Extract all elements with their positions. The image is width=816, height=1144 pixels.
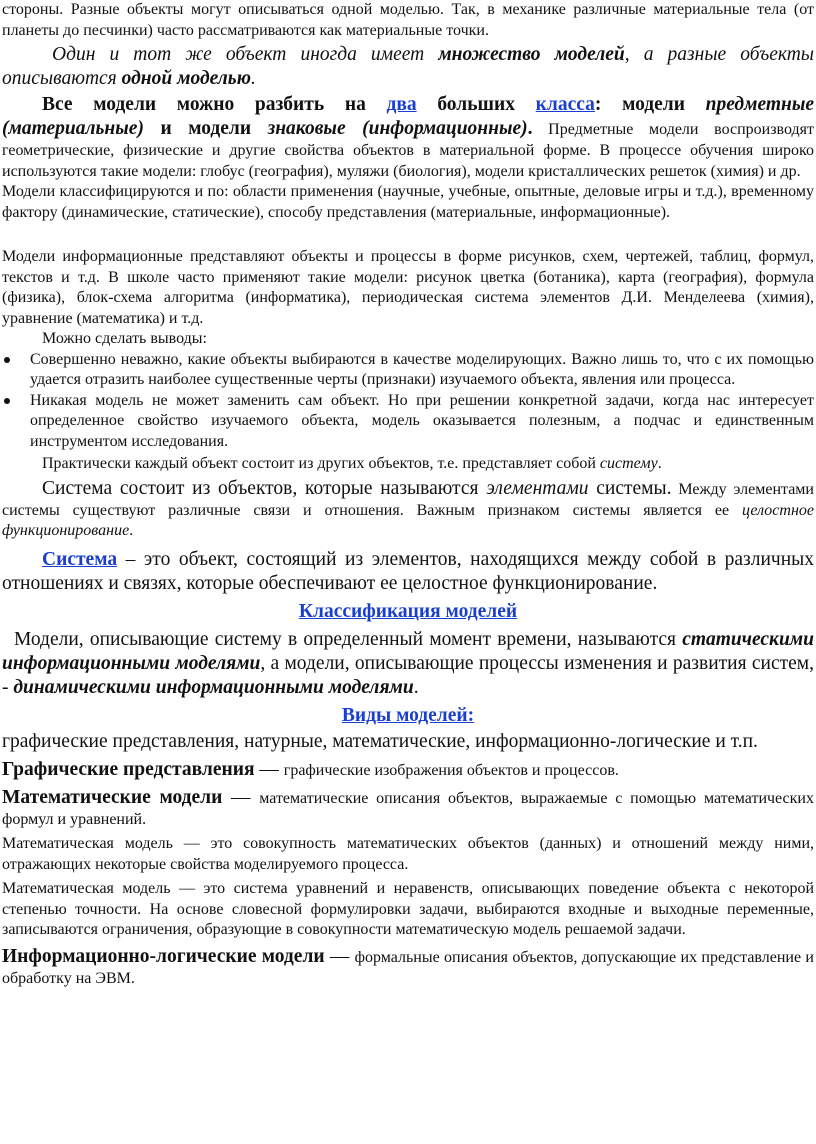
conclusions-list [2, 350, 814, 453]
paragraph-math-model-equations: Математическая модель — это система уравнений и неравенств, описывающих поведение объекта с некоторой степенью точности. На основе словесной формулировки задачи, выбираются входные и выходные переменные, записываются ограничения, образующие в совокупности математическую модель решаемой задачи. [2, 880, 814, 938]
paragraph-classification: Модели классифицируются и по: области применения (научные, учебные, опытные, деловые игры и т.д.), временному фактору (динамические, статические), способу представления (материальные, информационные). [2, 183, 814, 221]
link-system[interactable]: Система [42, 548, 118, 570]
link-model-types[interactable]: Виды моделей: [341, 704, 475, 726]
link-class[interactable]: класса [535, 94, 595, 115]
paragraph-mathematical: Математические модели — математические описания объектов, выражаемые с помощью математических формул и уравнений. [2, 786, 814, 828]
paragraph-math-model-set: Математическая модель — это совокупность математических объектов (данных) и отношений между ними, отражающих некоторые свойства моделируемого процесса. [2, 835, 814, 873]
paragraph-multiple-models: Один и тот же объект иногда имеет множество моделей, а разные объекты описываются одной моделью. [2, 44, 814, 89]
bullet-icon [4, 398, 10, 404]
paragraph-models-intro: стороны. Разные объекты могут описываться одной моделью. Так, в механике различные материальные тела (от планеты до песчинки) часто рассматриваются как материальные точки. [2, 1, 814, 39]
paragraph-model-classes: Все модели можно разбить на два больших класса: модели предметные (материальные) и модели знаковые (информационные). Предметные модели воспроизводят геометрические, физические и другие свойства объектов в материальной форме. В процессе обучения широко используются такие модели: глобус (география), муляжи (биология), модели кристаллических решеток (химия) и др. [2, 94, 815, 180]
paragraph-info-logical: Информационно-логические модели — формальные описания объектов, допускающие их представление и обработку на ЭВМ. [2, 945, 814, 987]
paragraph-static-dynamic: Модели, описывающие систему в определенный момент времени, называются статическими информационными моделями, а модели, описывающие процессы изменения и развития систем, - динамическими информационными моделями. [2, 628, 814, 698]
heading-classification [2, 600, 814, 624]
paragraph-system-intro: Практически каждый объект состоит из других объектов, т.е. представляет собой систему. [42, 455, 662, 472]
paragraph-system-definition: Система – это объект, состоящий из элементов, находящихся между собой в различных отношениях и связях, которые обеспечивают ее целостное функционирование. [2, 548, 814, 594]
paragraph-conclusions: Можно сделать выводы: [42, 330, 207, 347]
paragraph-graphical: Графические представления — графические изображения объектов и процессов. [2, 758, 619, 780]
heading-model-types [2, 704, 814, 728]
list-item: Совершенно неважно, какие объекты выбираются в качестве моделирующих. Важно лишь то, что с их помощью удается отразить наиболее существенные черты (признаки) изучаемого объекта, явления или процесса. [30, 350, 814, 391]
list-item: Никакая модель не может заменить сам объект. Но при решении конкретной задачи, когда нас интересует определенное свойство изучаемого объекта, модель оказывается полезным, а подчас и единственным инструментом исследования. [30, 391, 814, 453]
bullet-icon [4, 357, 10, 363]
link-two[interactable]: два [386, 94, 417, 115]
paragraph-information-models: Модели информационные представляют объекты и процессы в форме рисунков, схем, чертежей, таблиц, формул, текстов и т.д. В школе часто применяют такие модели: рисунок цветка (ботаника), карта (география), формула (физика), блок-схема алгоритма (информатика), периодическая система элементов Д.И. Менделеева (химия), уравнение (математика) и т.д. [2, 248, 814, 327]
paragraph-model-types-list: графические представления, натурные, математические, информационно-логические и т.п. [2, 730, 758, 752]
link-classification[interactable]: Классификация моделей [298, 600, 518, 622]
paragraph-system-elements: Система состоит из объектов, которые называются элементами системы. Между элементами системы существуют различные связи и отношения. Важным признаком системы является ее целостное функционирование. [2, 477, 814, 539]
